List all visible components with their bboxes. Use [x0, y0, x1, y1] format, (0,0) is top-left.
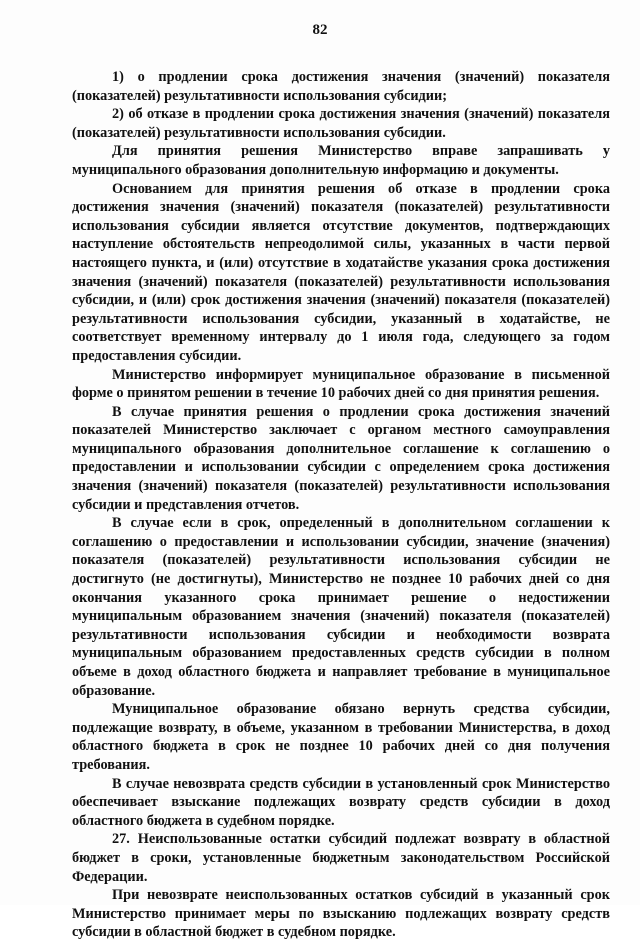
paragraph: При невозврате неиспользованных остатков субсидий в указанный срок Министерство принимает меры по взысканию подлежащих возврату средств субсидии в областной бюджет в судебном порядке. [72, 887, 610, 941]
document-body [72, 68, 610, 942]
paragraph: В случае если в срок, определенный в дополнительном соглашении к соглашению о предоставлении и использовании субсидии, значение (значения) показателя (показателей) результативности использования субсидии не достигнуто (не достигнуты), Министерство не позднее 10 рабочих дней со дня окончания указанного срока принимает решение о недостижении муниципальным образованием значения (значений) показателя (показателей) результативности использования субсидии и необходимости возврата муниципальным образованием предоставленных средств субсидии в полном объеме в доход областного бюджета и направляет требование в муниципальное образование. [72, 515, 610, 699]
paragraph: Для принятия решения Министерство вправе запрашивать у муниципального образования дополнительную информацию и документы. [72, 143, 610, 178]
paragraph: Министерство информирует муниципальное образование в письменной форме о принятом решении в течение 10 рабочих дней со дня принятия решения. [72, 366, 610, 402]
paragraph: 1) о продлении срока достижения значения (значений) показателя (показателей) результативности использования субсидии; [72, 69, 610, 104]
paragraph: В случае невозврата средств субсидии в установленный срок Министерство обеспечивает взыскание подлежащих возврату средств субсидии в доход областного бюджета в судебном порядке. [72, 775, 610, 829]
paragraph: В случае принятия решения о продлении срока достижения значений показателей Министерство заключает с органом местного самоуправления муниципального образования дополнительное соглашение к соглашению о предоставлении и использовании субсидии с определением срока достижения значения (значений) показателя (показателей) результативности использования субсидии и представления отчетов. [72, 403, 610, 513]
paragraph: Муниципальное образование обязано вернуть средства субсидии, подлежащие возврату, в объеме, указанном в требовании Министерства, в доход областного бюджета в срок не позднее 10 рабочих дней со дня получения требования. [72, 701, 610, 773]
paragraph: 27. Неиспользованные остатки субсидий подлежат возврату в областной бюджет в сроки, установленные бюджетным законодательством Российской Федерации. [72, 831, 610, 885]
paragraph: Основанием для принятия решения об отказе в продлении срока достижения значения (значений) показателя (показателей) результативности использования субсидии является отсутствие документов, подтверждающих наступление обстоятельств непреодолимой силы, указанных в части первой настоящего пункта, и (или) отсутствие в ходатайстве указания срока достижения значения (значений) показателя (показателей) результативности использования субсидии, и (или) срок достижения значения (значений) показателя (показателей) результативности использования субсидии, указанный в ходатайстве, не соответствует временному интервалу до 1 июля года, следующего за годом предоставления субсидии. [72, 180, 610, 364]
page-number: 82 [312, 22, 328, 38]
paragraph: 2) об отказе в продлении срока достижения значения (значений) показателя (показателей) результативности использования субсидии. [72, 106, 610, 141]
